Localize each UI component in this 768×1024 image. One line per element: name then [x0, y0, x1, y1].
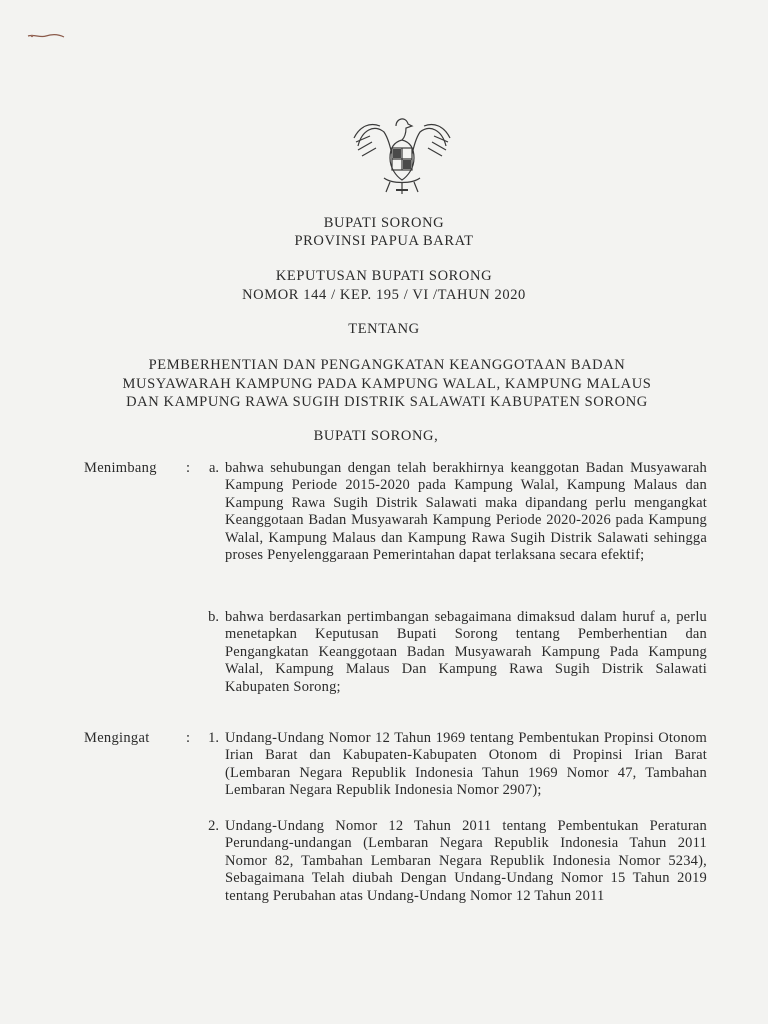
- ink-smudge: [26, 30, 66, 42]
- mengingat-colon: :: [186, 730, 191, 746]
- document-number: NOMOR 144 / KEP. 195 / VI /TAHUN 2020: [242, 287, 526, 303]
- garuda-pancasila-emblem-icon: [350, 112, 454, 198]
- list-marker: b.: [208, 609, 219, 625]
- tentang-heading: TENTANG: [348, 321, 420, 337]
- province-heading: PROVINSI PAPUA BARAT: [294, 233, 474, 249]
- menimbang-colon: :: [186, 460, 191, 476]
- title-line: PEMBERHENTIAN DAN PENGANGKATAN KEANGGOTAAN BADAN: [148, 357, 626, 373]
- closing-heading: BUPATI SORONG,: [313, 428, 439, 444]
- menimbang-label: Menimbang: [84, 460, 157, 476]
- mengingat-item-1: Undang-Undang Nomor 12 Tahun 1969 tentang Pembentukan Propinsi Otonom Irian Barat dan Kabupaten-Kabupaten Otonom di Propinsi Irian Barat (Lembaran Negara Republik Indonesia Tahun 1969 Nomor 47, Tambahan Lembaran Negara Republik Indonesia Nomor 2907);: [225, 730, 707, 799]
- list-marker: a.: [208, 460, 219, 476]
- mengingat-item-2: Undang-Undang Nomor 12 Tahun 2011 tentang Pembentukan Peraturan Perundang-undangan (Lembaran Negara Republik Indonesia Tahun 2011 Nomor 82, Tambahan Lembaran Negara Republik Indonesia Nomor 5234), Sebagaimana Telah diubah Dengan Undang-Undang Nomor 15 Tahun 2019 tentang Perubahan atas Undang-Undang Nomor 12 Tahun 2011: [225, 818, 707, 904]
- list-marker: 2.: [208, 818, 219, 834]
- document-type: KEPUTUSAN BUPATI SORONG: [275, 268, 493, 284]
- issuer-heading: BUPATI SORONG: [323, 215, 445, 231]
- title-line: MUSYAWARAH KAMPUNG PADA KAMPUNG WALAL, KAMPUNG MALAUS: [122, 376, 652, 392]
- mengingat-label: Mengingat: [84, 730, 150, 746]
- title-line: DAN KAMPUNG RAWA SUGIH DISTRIK SALAWATI KABUPATEN SORONG: [126, 394, 648, 410]
- menimbang-item-a: bahwa sehubungan dengan telah berakhirnya keanggotan Badan Musyawarah Kampung Periode 2015-2020 pada Kampung Walal, Kampung Malaus dan Kampung Rawa Sugih Distrik Salawati maka dipandang perlu mengangkat Keanggotaan Badan Musyawarah Kampung Periode 2020-2026 pada Kampung Walal, Kampung Malaus dan Kampung Rawa Sugih Distrik Salawati sehingga proses Penyelenggaraan Pemerintahan dapat terlaksana secara efektif;: [225, 460, 707, 564]
- list-marker: 1.: [208, 730, 219, 746]
- menimbang-item-b: bahwa berdasarkan pertimbangan sebagaimana dimaksud dalam huruf a, perlu menetapkan Keputusan Bupati Sorong tentang Pemberhentian dan Pengangkatan Keanggotaan Badan Musyawarah Kampung Pada Kampung Walal, Kampung Malaus Dan Kampung Rawa Sugih Distrik Salawati Kabupaten Sorong;: [225, 609, 707, 695]
